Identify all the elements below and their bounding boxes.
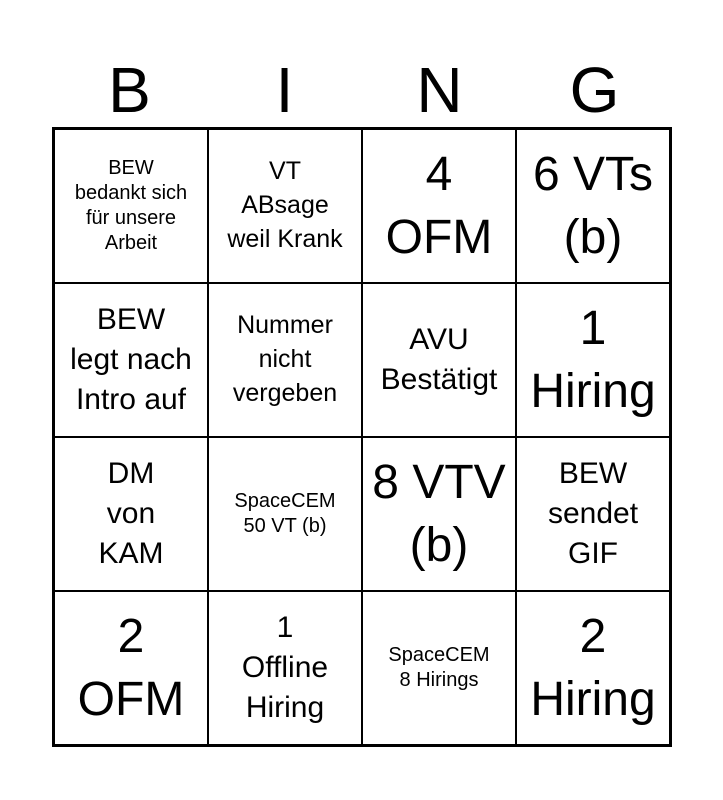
bingo-cell-r1c1[interactable]: BEW bedankt sich für unsere Arbeit — [54, 129, 208, 283]
bingo-cell-r2c3[interactable]: AVU Bestätigt — [362, 283, 516, 437]
bingo-cell-r3c4[interactable]: BEW sendet GIF — [516, 437, 670, 591]
bingo-cell-r4c1[interactable]: 2 OFM — [54, 591, 208, 745]
header-letter-n: N — [416, 54, 463, 126]
bingo-cell-r1c2[interactable]: VT ABsage weil Krank — [208, 129, 362, 283]
bingo-cell-r2c4[interactable]: 1 Hiring — [516, 283, 670, 437]
bingo-cell-r3c2[interactable]: SpaceCEM 50 VT (b) — [208, 437, 362, 591]
header-letter-g: G — [569, 54, 620, 126]
header-letter-i: I — [275, 54, 294, 126]
bingo-cell-r1c4[interactable]: 6 VTs (b) — [516, 129, 670, 283]
bingo-header — [52, 52, 672, 128]
bingo-cell-r2c2[interactable]: Nummer nicht vergeben — [208, 283, 362, 437]
bingo-cell-r4c3[interactable]: SpaceCEM 8 Hirings — [362, 591, 516, 745]
bingo-cell-r4c2[interactable]: 1 Offline Hiring — [208, 591, 362, 745]
bingo-cell-r4c4[interactable]: 2 Hiring — [516, 591, 670, 745]
bingo-cell-r1c3[interactable]: 4 OFM — [362, 129, 516, 283]
bingo-cell-r3c1[interactable]: DM von KAM — [54, 437, 208, 591]
bingo-cell-r2c1[interactable]: BEW legt nach Intro auf — [54, 283, 208, 437]
bingo-cell-r3c3[interactable]: 8 VTV (b) — [362, 437, 516, 591]
bingo-board — [52, 127, 672, 747]
header-letter-b: B — [108, 54, 151, 126]
